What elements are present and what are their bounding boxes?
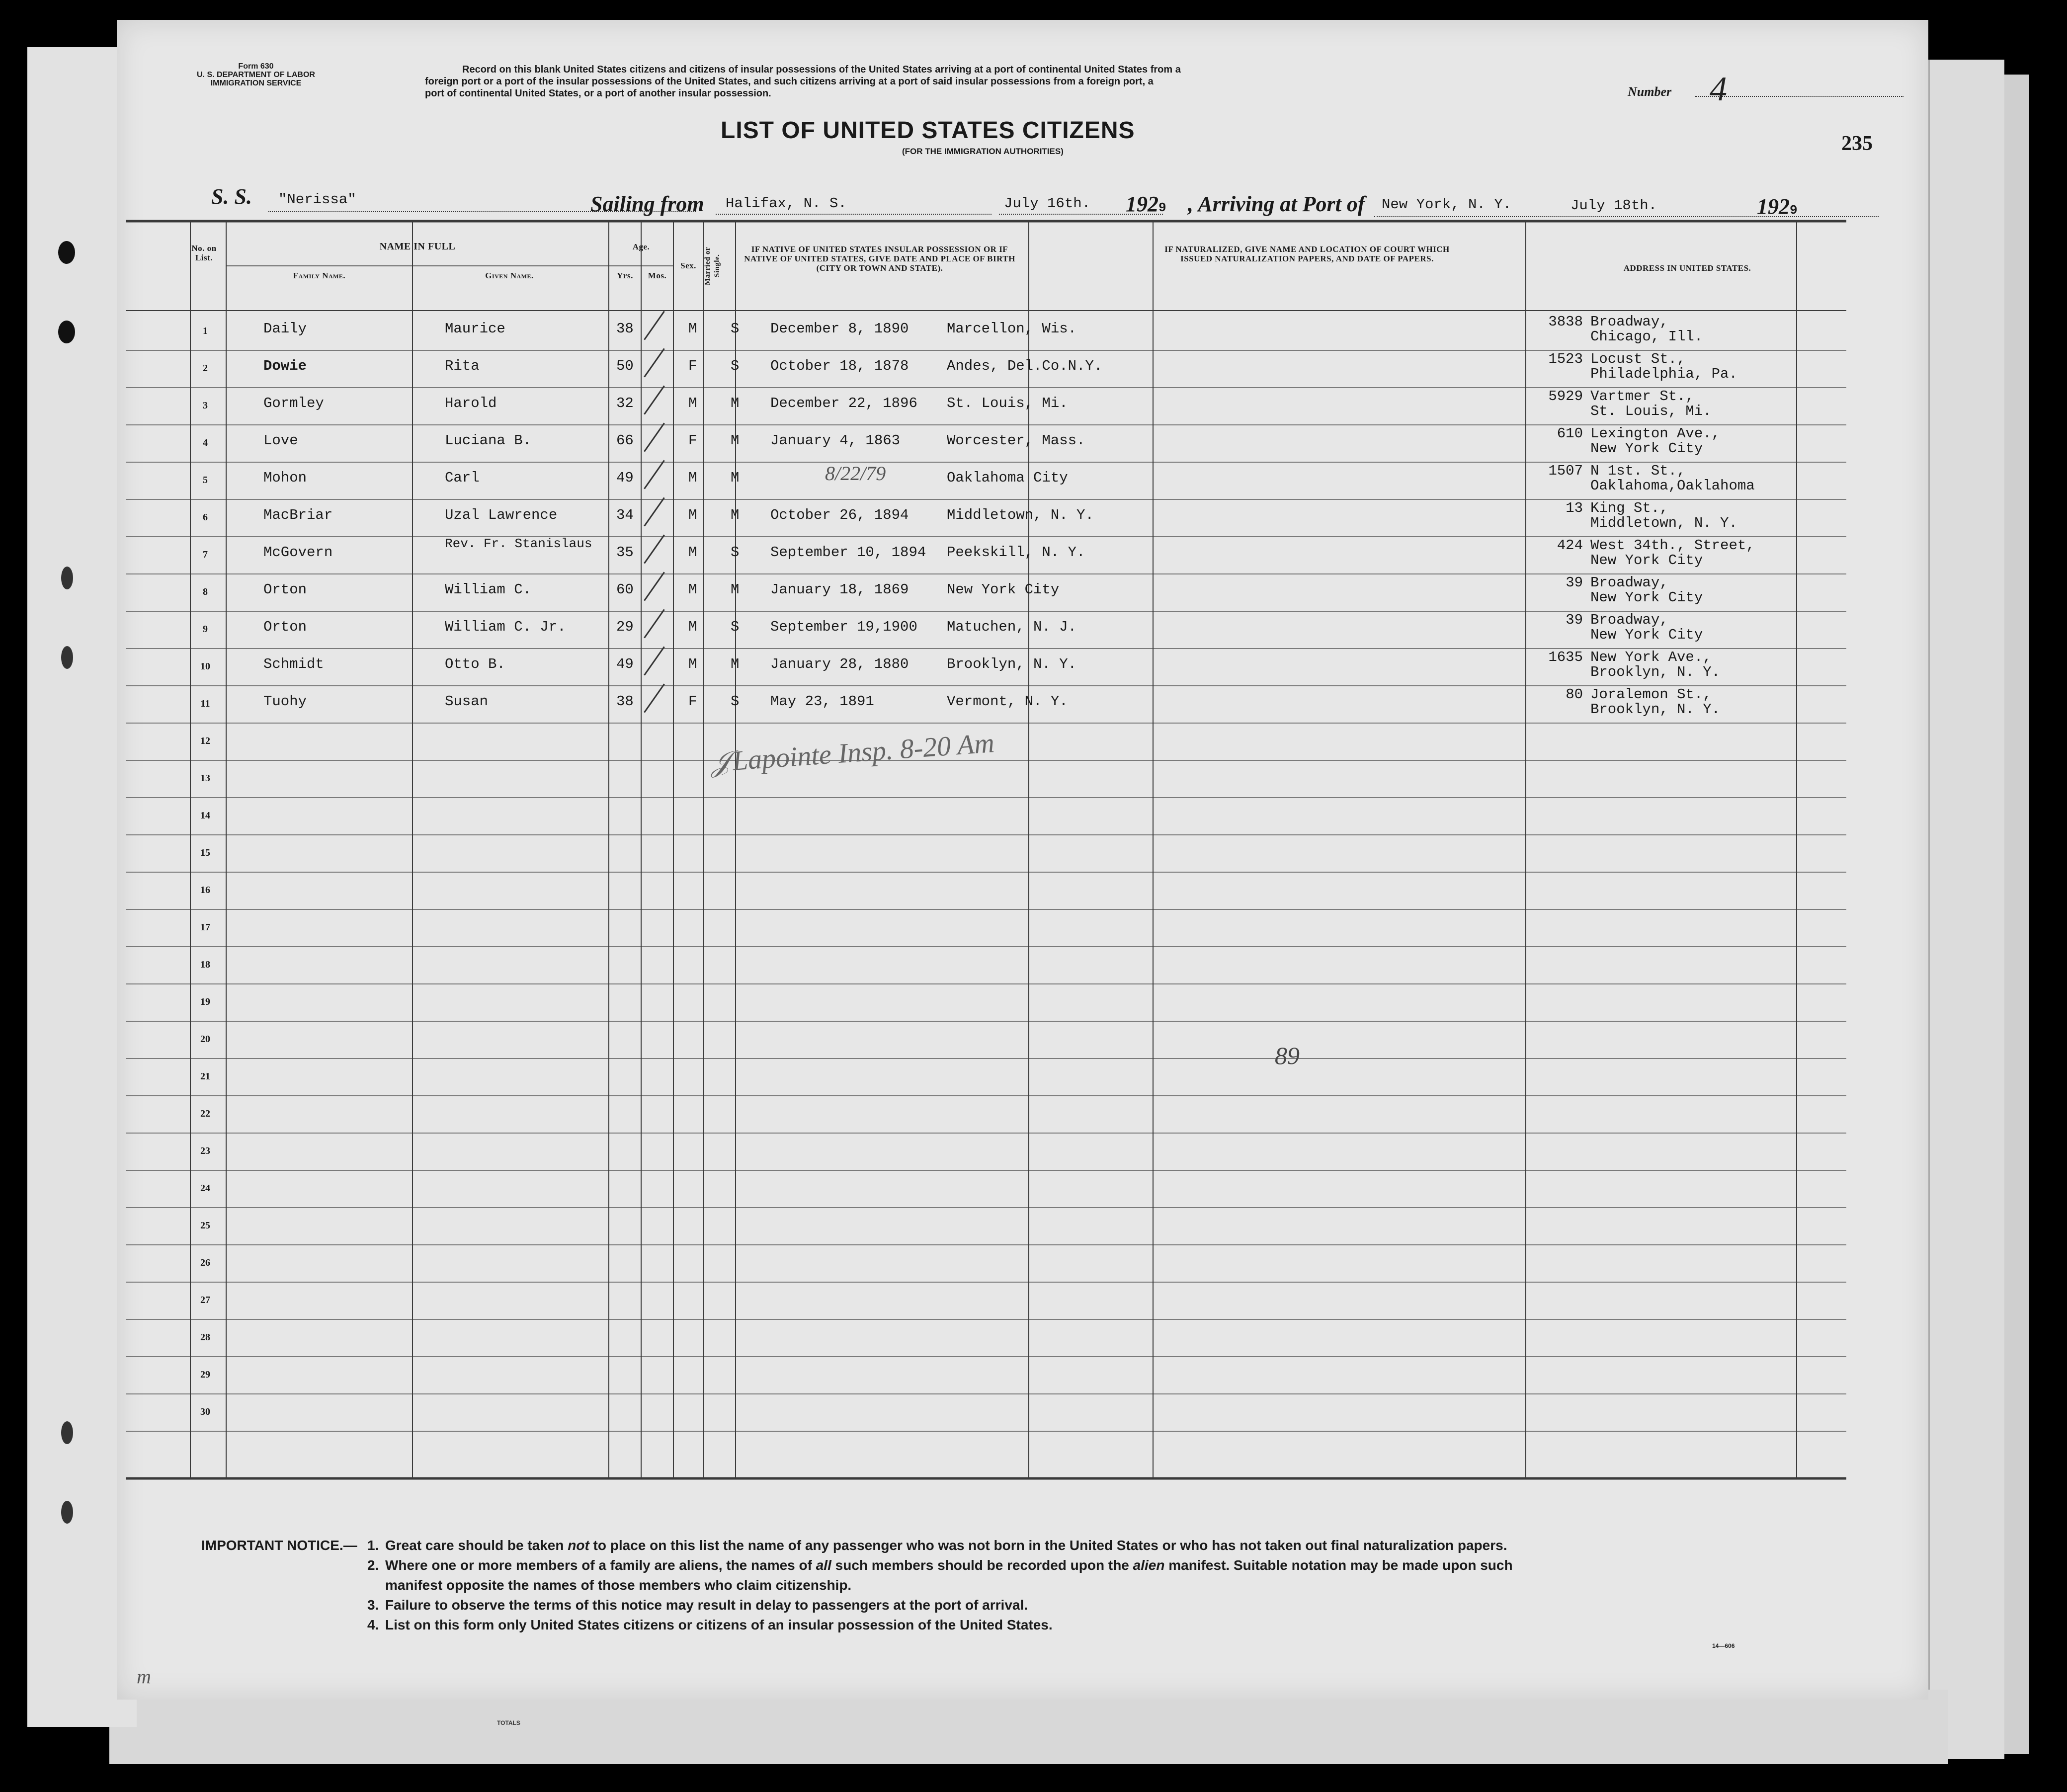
age-years: 49 [616,656,634,672]
address-line-1: Broadway, [1590,574,1668,591]
family-name: Love [263,432,298,449]
header-age: Age. [632,242,650,251]
punch-hole [61,567,73,589]
family-name: Tuohy [263,693,307,710]
birth-date: December 8, 1890 [770,321,909,337]
address-line-2: New York City [1590,627,1703,643]
instruction-line: Record on this blank United States citizens and citizens of insular possessions of the United States arriving at a port of continental United States from a [462,64,1181,75]
totals-label: TOTALS [497,1719,520,1726]
marital-status: S [731,693,740,710]
marital-status: M [731,470,740,486]
address-number: 610 [1557,425,1583,442]
address-number: 80 [1566,686,1583,703]
year-prefix: 192 [1126,192,1158,216]
address-number: 3838 [1548,314,1583,330]
sex: M [688,581,697,598]
department: U. S. DEPARTMENT OF LABOR [197,71,315,79]
header-address: ADDRESS IN UNITED STATES. [1623,263,1751,273]
header-mos: Mos. [648,271,667,280]
address-line-1: Broadway, [1590,314,1668,330]
birth-date: January 28, 1880 [770,656,909,672]
service: IMMIGRATION SERVICE [210,79,302,87]
background-sheet-bottom [109,1690,1948,1764]
age-years: 29 [616,619,634,635]
age-years: 49 [616,470,634,486]
year-digit: 9 [1158,200,1166,215]
address-line-1: Lexington Ave., [1590,425,1721,442]
row-number: 14 [200,810,210,821]
address-line-1: N 1st. St., [1590,463,1686,479]
arriving-label: , Arriving at Port of [1188,192,1365,216]
birth-date: September 10, 1894 [770,544,926,561]
age-years: 66 [616,432,634,449]
birth-date: 8/22/79 [825,462,886,485]
sex: M [688,395,697,411]
row-number: 11 [200,698,210,709]
row-number: 15 [200,847,210,858]
address-number: 424 [1557,537,1583,554]
row-number: 16 [200,885,210,896]
header-family-name: Family Name. [293,271,346,280]
given-name: Carl [445,470,480,486]
birth-place: Worcester, Mass. [947,432,1085,449]
sailing-port: Halifax, N. S. [726,195,847,212]
notice-text-part: to place on this list the name of any passenger who was not born in the United States or who has not taken out final naturalization papers. [589,1538,1507,1553]
sex: M [688,544,697,561]
address-line-2: Brooklyn, N. Y. [1590,664,1721,680]
given-name: William C. Jr. [445,619,566,635]
birth-date: May 23, 1891 [770,693,874,710]
page-number: 235 [1841,132,1873,155]
birth-place: Middletown, N. Y. [947,507,1094,523]
address-line-1: Broadway, [1590,612,1668,628]
birth-place: Vermont, N. Y. [947,693,1068,710]
row-number: 7 [203,549,208,560]
family-name: Orton [263,619,307,635]
age-years: 32 [616,395,634,411]
age-years: 50 [616,358,634,374]
row-number: 1 [203,326,208,336]
sailing-date: July 16th. [1004,195,1091,212]
given-name: Harold [445,395,497,411]
annotation-89: 89 [1275,1042,1300,1069]
address-number: 1635 [1548,649,1583,665]
row-number: 4 [203,437,208,448]
punch-hole [58,241,75,264]
sex: M [688,619,697,635]
row-number: 8 [203,586,208,597]
birth-place: Peekskill, N. Y. [947,544,1085,561]
age-years: 35 [616,544,634,561]
birth-place: St. Louis, Mi. [947,395,1068,411]
ship-name: "Nerissa" [278,191,356,208]
family-name: Gormley [263,395,324,411]
punch-hole [61,1421,73,1444]
family-name: Dowie [263,358,307,374]
notice-number: 4. [367,1617,379,1632]
sex: M [688,321,697,337]
address-line-2: Philadelphia, Pa. [1590,366,1737,382]
address-line-2: Middletown, N. Y. [1590,515,1737,531]
address-line-2: Chicago, Ill. [1590,328,1703,345]
row-number: 28 [200,1332,210,1343]
given-name: Otto B. [445,656,505,672]
birth-place: New York City [947,581,1060,598]
address-line-2: New York City [1590,552,1703,569]
family-name: McGovern [263,544,333,561]
birth-place: Oaklahoma City [947,470,1068,486]
row-number: 21 [200,1071,210,1082]
header-sex: Sex. [680,261,696,270]
birth-place: Andes, Del.Co.N.Y. [947,358,1103,374]
marital-status: M [731,395,740,411]
age-years: 38 [616,321,634,337]
official-signature: 𝒥 Lapointe Insp. 8-20 Am [710,728,995,778]
year-prefix: 192 [1757,194,1790,219]
sex: M [688,507,697,523]
given-name: Susan [445,693,489,710]
notice-label: IMPORTANT NOTICE.— [201,1538,357,1553]
family-name: Daily [263,321,307,337]
row-number: 27 [200,1295,210,1305]
page-subtitle: (FOR THE IMMIGRATION AUTHORITIES) [902,147,1064,156]
birth-date: January 4, 1863 [770,432,901,449]
row-number: 24 [200,1183,210,1194]
notice-text-part: manifest. Suitable notation may be made upon such [1164,1557,1513,1573]
header-married-single: Married or Single. [704,246,721,285]
row-number: 17 [200,922,210,933]
notice-text: List on this form only United States citizens or citizens of an insular possession of the United States. [385,1617,1053,1632]
address-line-1: New York Ave., [1590,649,1712,665]
marital-status: M [731,656,740,672]
marital-status: S [731,544,740,561]
given-name: Rita [445,358,480,374]
punch-hole [58,321,75,343]
year-digit: 9 [1790,203,1798,218]
family-name: MacBriar [263,507,333,523]
marital-status: M [731,432,740,449]
notice-text-part: such members should be recorded upon the [831,1557,1133,1573]
marital-status: S [731,321,740,337]
family-name: Mohon [263,470,307,486]
address-line-2: St. Louis, Mi. [1590,403,1712,419]
address-line-2: New York City [1590,440,1703,457]
form-code: 14—606 [1712,1642,1735,1649]
address-line-1: Vartmer St., [1590,388,1694,405]
header-name-in-full: NAME IN FULL [379,241,456,252]
sex: M [688,470,697,486]
sex: F [688,432,697,449]
margin-mark: m [137,1665,151,1688]
notice-number: 1. [367,1538,379,1553]
marital-status: M [731,507,740,523]
manifest-page [117,20,1928,1700]
address-line-1: Locust St., [1590,351,1686,367]
given-name: Uzal Lawrence [445,507,558,523]
address-line-1: West 34th., Street, [1590,537,1755,554]
notice-emphasis: all [816,1557,831,1573]
list-number: 4 [1710,70,1727,108]
header-birth: IF NATIVE OF UNITED STATES INSULAR POSSESSION OR IF NATIVE OF UNITED STATES, GIVE DATE AND PLACE OF BIRTH (CITY OR TOWN AND STATE). [744,244,1015,273]
birth-date: October 18, 1878 [770,358,909,374]
row-number: 23 [200,1145,210,1156]
family-name: Orton [263,581,307,598]
notice-text: Failure to observe the terms of this notice may result in delay to passengers at the port of arrival. [385,1597,1028,1613]
notice-text: manifest opposite the names of those members who claim citizenship. [385,1577,852,1593]
notice-text [385,1555,1513,1575]
sex: F [688,693,697,710]
address-number: 1507 [1548,463,1583,479]
row-number: 12 [200,735,210,746]
important-notice [201,1536,1891,1635]
address-line-2: Oaklahoma,Oaklahoma [1590,478,1755,494]
birth-date: September 19,1900 [770,619,917,635]
row-number: 20 [200,1034,210,1045]
given-name: William C. [445,581,532,598]
instruction-line: port of continental United States, or a port of another insular possession. [425,88,771,99]
row-number: 29 [200,1369,210,1380]
age-years: 34 [616,507,634,523]
punch-hole [61,1501,73,1524]
notice-number: 2. [367,1557,379,1573]
address-number: 5929 [1548,388,1583,405]
birth-place: Matuchen, N. J. [947,619,1077,635]
age-years: 60 [616,581,634,598]
header-yrs: Yrs. [617,271,633,280]
marital-status: M [731,581,740,598]
row-number: 19 [200,996,210,1007]
row-number: 3 [203,400,208,411]
row-number: 2 [203,363,208,374]
address-line-1: Joralemon St., [1590,686,1712,703]
row-number: 13 [200,773,210,784]
given-name: Maurice [445,321,505,337]
arriving-port: New York, N. Y. [1382,196,1512,213]
ss-label: S. S. [211,184,252,209]
age-years: 38 [616,693,634,710]
sex: F [688,358,697,374]
notice-text-part: Where one or more members of a family are aliens, the names of [385,1557,816,1573]
address-line-1: King St., [1590,500,1668,516]
row-number: 30 [200,1406,210,1417]
given-name: Luciana B. [445,432,532,449]
notice-text-part: Great care should be taken [385,1538,568,1553]
punch-hole [61,646,73,669]
notice-emphasis: not [568,1538,589,1553]
row-number: 6 [203,512,208,523]
birth-date: December 22, 1896 [770,395,917,411]
birth-date: January 18, 1869 [770,581,909,598]
arriving-date: July 18th. [1571,197,1657,214]
address-line-2: New York City [1590,589,1703,606]
notice-text [385,1536,1507,1555]
background-sheet [1928,60,2004,1759]
form-number: Form 630 [238,62,274,71]
marital-status: S [731,619,740,635]
address-number: 39 [1566,574,1583,591]
row-number: 22 [200,1108,210,1119]
given-name: Rev. Fr. Stanislaus [445,536,592,551]
notice-number: 3. [367,1597,379,1613]
notice-emphasis: alien [1133,1557,1165,1573]
header-no: No. on List. [191,244,217,262]
address-line-2: Brooklyn, N. Y. [1590,701,1721,718]
birth-place: Brooklyn, N. Y. [947,656,1077,672]
header-naturalized: IF NATURALIZED, GIVE NAME AND LOCATION OF COURT WHICH ISSUED NATURALIZATION PAPERS, AND DATE OF PAPERS. [1164,244,1450,263]
address-number: 13 [1566,500,1583,516]
marital-status: S [731,358,740,374]
family-name: Schmidt [263,656,324,672]
address-number: 1523 [1548,351,1583,367]
row-number: 5 [203,475,208,486]
row-number: 18 [200,959,210,970]
address-number: 39 [1566,612,1583,628]
row-number: 25 [200,1220,210,1231]
row-number: 10 [200,661,210,672]
sailing-label: Sailing from [590,192,704,216]
instruction-line: foreign port or a port of the insular possessions of the United States, and such citizens arriving at a port of said insular possessions from a foreign port, a [425,76,1154,87]
row-number: 9 [203,624,208,635]
birth-place: Marcellon, Wis. [947,321,1077,337]
sex: M [688,656,697,672]
birth-date: October 26, 1894 [770,507,909,523]
header-given-name: Given Name. [485,271,534,280]
row-number: 26 [200,1257,210,1268]
number-label: Number [1628,84,1672,99]
page-title: LIST OF UNITED STATES CITIZENS [721,117,1135,144]
